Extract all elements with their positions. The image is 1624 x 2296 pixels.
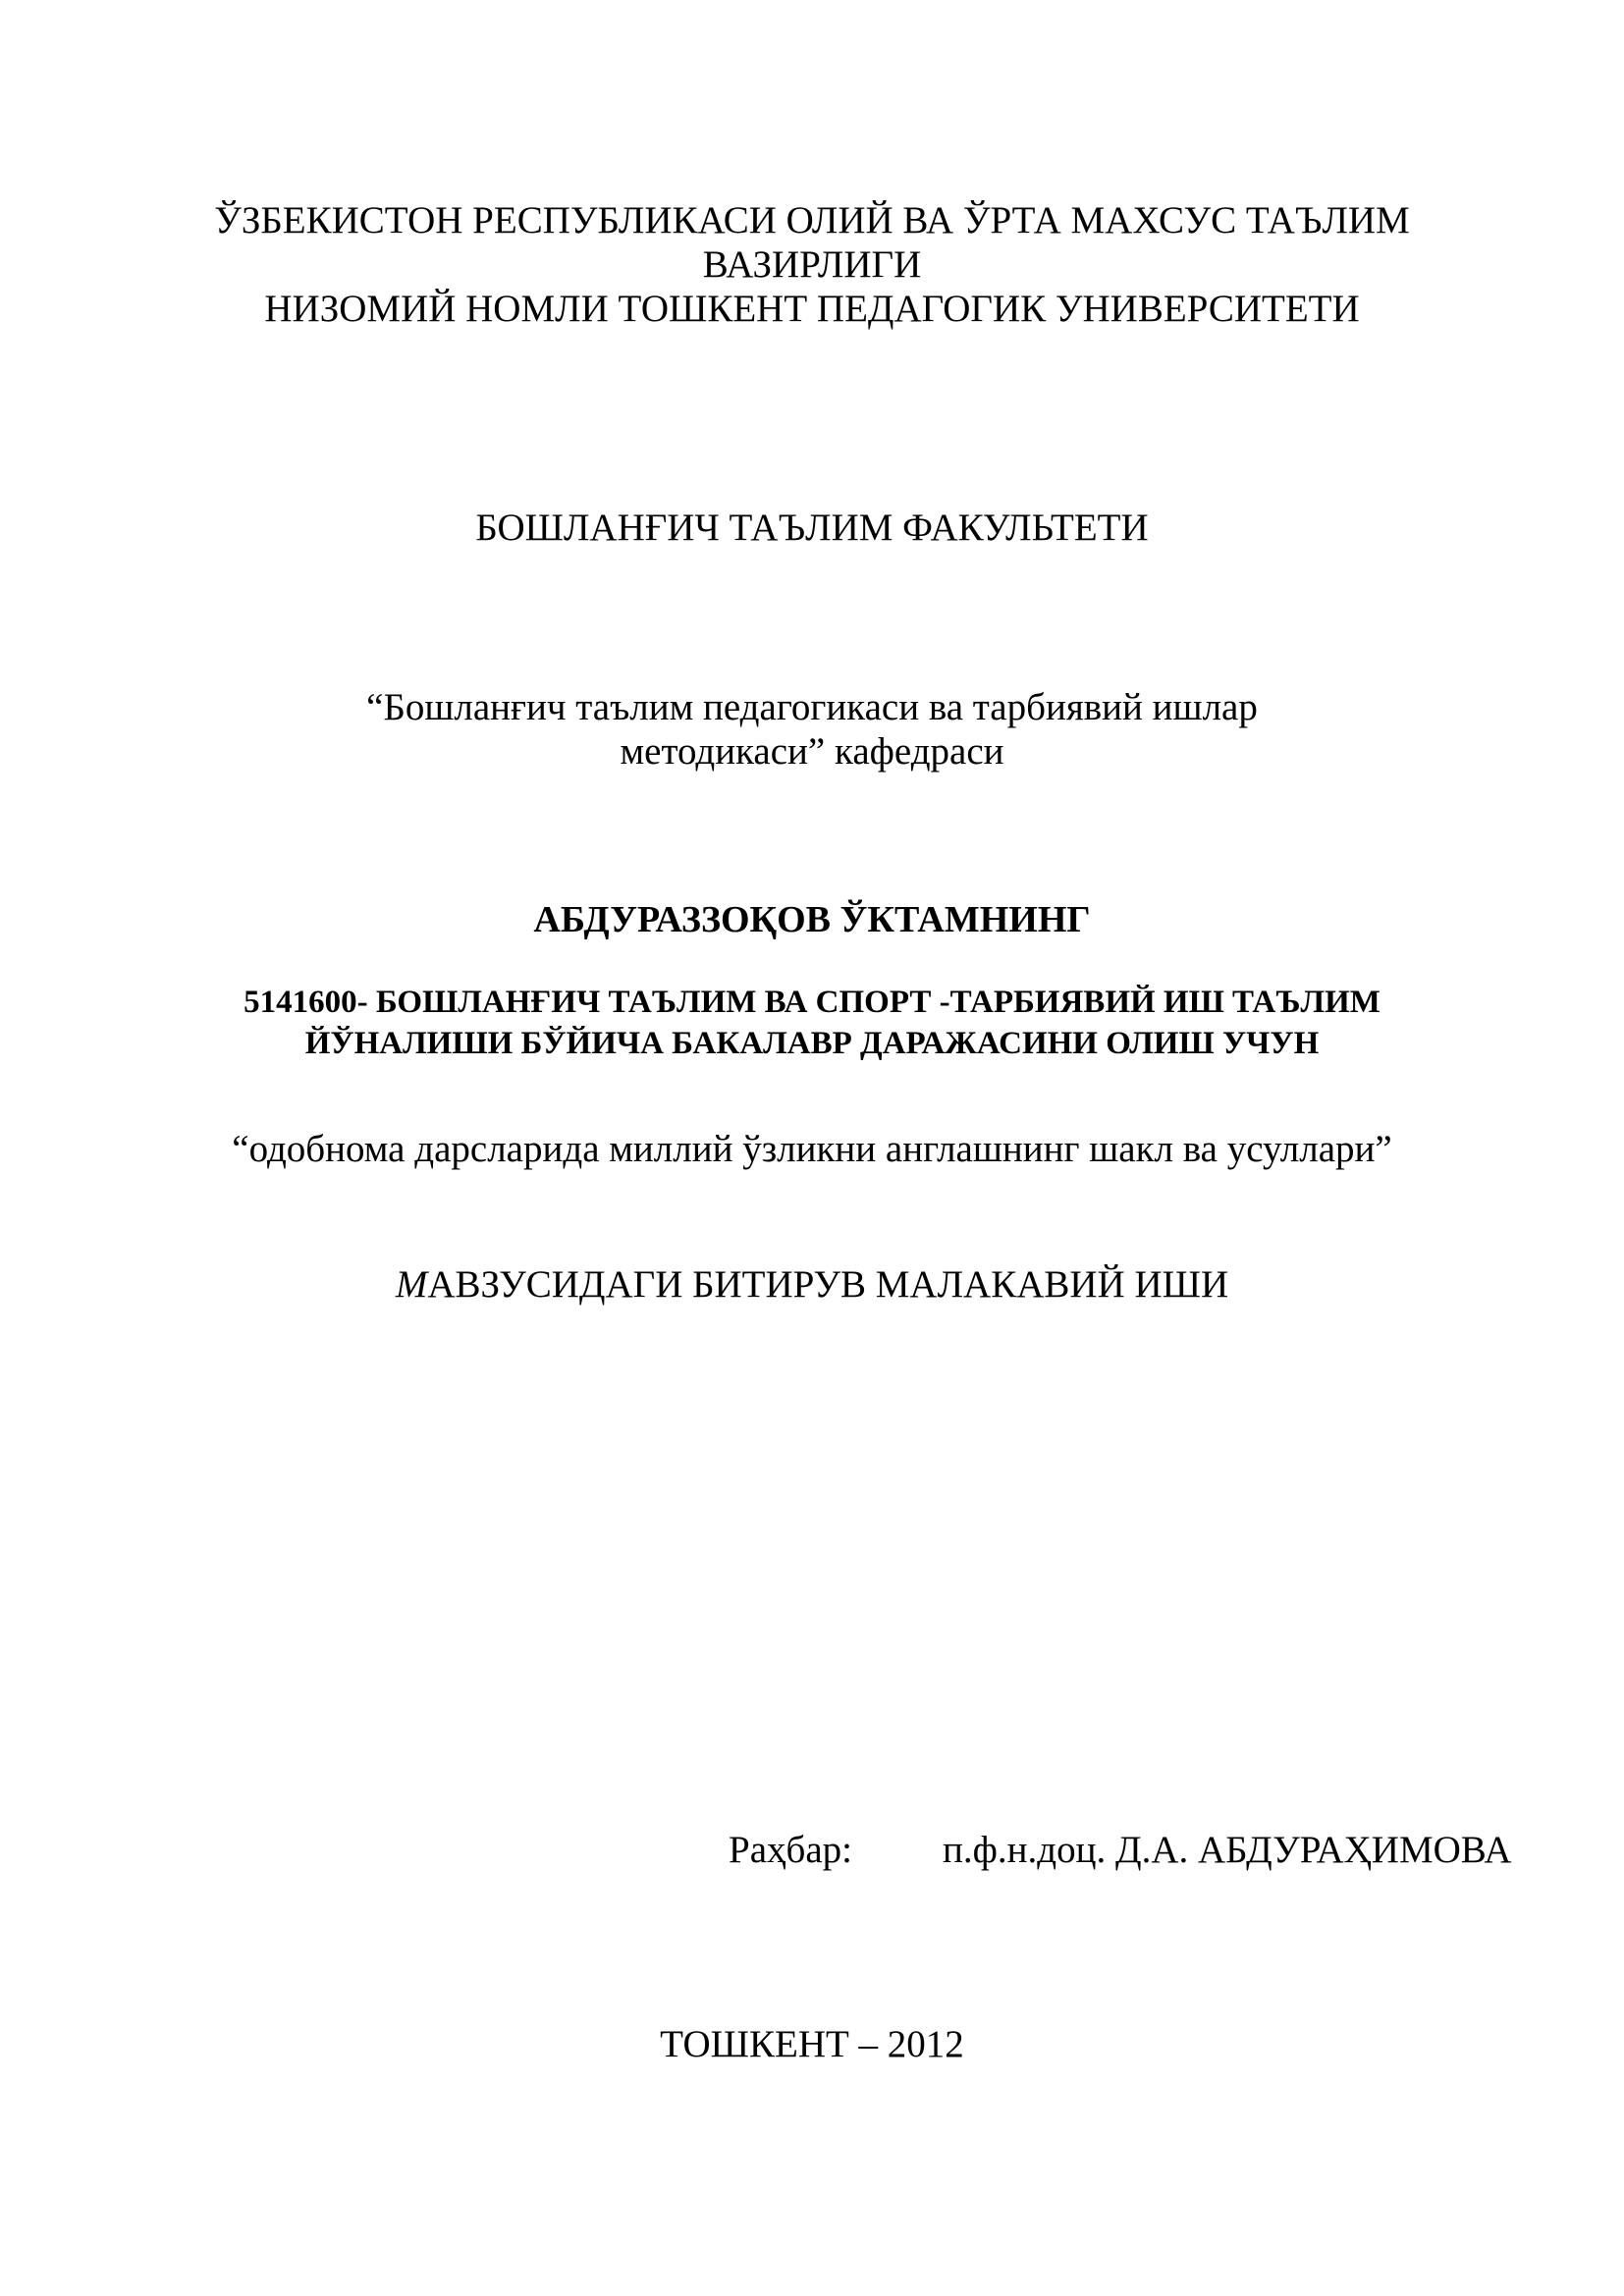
ministry-line-2: ВАЗИРЛИГИ [702, 243, 922, 286]
work-type-initial: М [395, 1263, 428, 1306]
department-line-2: методикаси” кафедраси [620, 730, 1004, 773]
supervisor-name: п.ф.н.доц. Д.А. АБДУРАҲИМОВА [943, 1829, 1512, 1871]
degree-line-1: 5141600- БОШЛАНҒИЧ ТАЪЛИМ ВА СПОРТ -ТАРБИЯВИЙ ИШ ТАЪЛИМ [244, 985, 1380, 1020]
degree-statement [0, 982, 1624, 1064]
city-year: ТОШКЕНТ – 2012 [660, 2023, 964, 2065]
thesis-topic: “одобнома дарсларида миллий ўзликни англашнинг шакл ва усуллари” [232, 1128, 1392, 1170]
work-type [0, 1262, 1624, 1307]
department-line-1: “Бошланғич таълим педагогикаси ва тарбиявий ишлар [366, 686, 1258, 728]
ministry-line-1: ЎЗБЕКИСТОН РЕСПУБЛИКАСИ ОЛИЙ ВА ЎРТА МАХСУС ТАЪЛИМ [214, 199, 1410, 241]
degree-line-2: ЙЎНАЛИШИ БЎЙИЧА БАКАЛАВР ДАРАЖАСИНИ ОЛИШ УЧУН [304, 1026, 1320, 1061]
department-name [0, 685, 1624, 774]
university-name: НИЗОМИЙ НОМЛИ ТОШКЕНТ ПЕДАГОГИК УНИВЕРСИТЕТИ [264, 288, 1360, 330]
ministry-header [0, 198, 1624, 331]
work-type-rest: АВЗУСИДАГИ БИТИРУВ МАЛАКАВИЙ ИШИ [427, 1263, 1229, 1306]
faculty-name: БОШЛАНҒИЧ ТАЪЛИМ ФАКУЛЬТЕТИ [475, 507, 1149, 549]
student-name: АБДУРАЗЗОҚОВ ЎКТАМНИНГ [533, 899, 1091, 940]
supervisor-label: Раҳбар: [729, 1829, 852, 1871]
